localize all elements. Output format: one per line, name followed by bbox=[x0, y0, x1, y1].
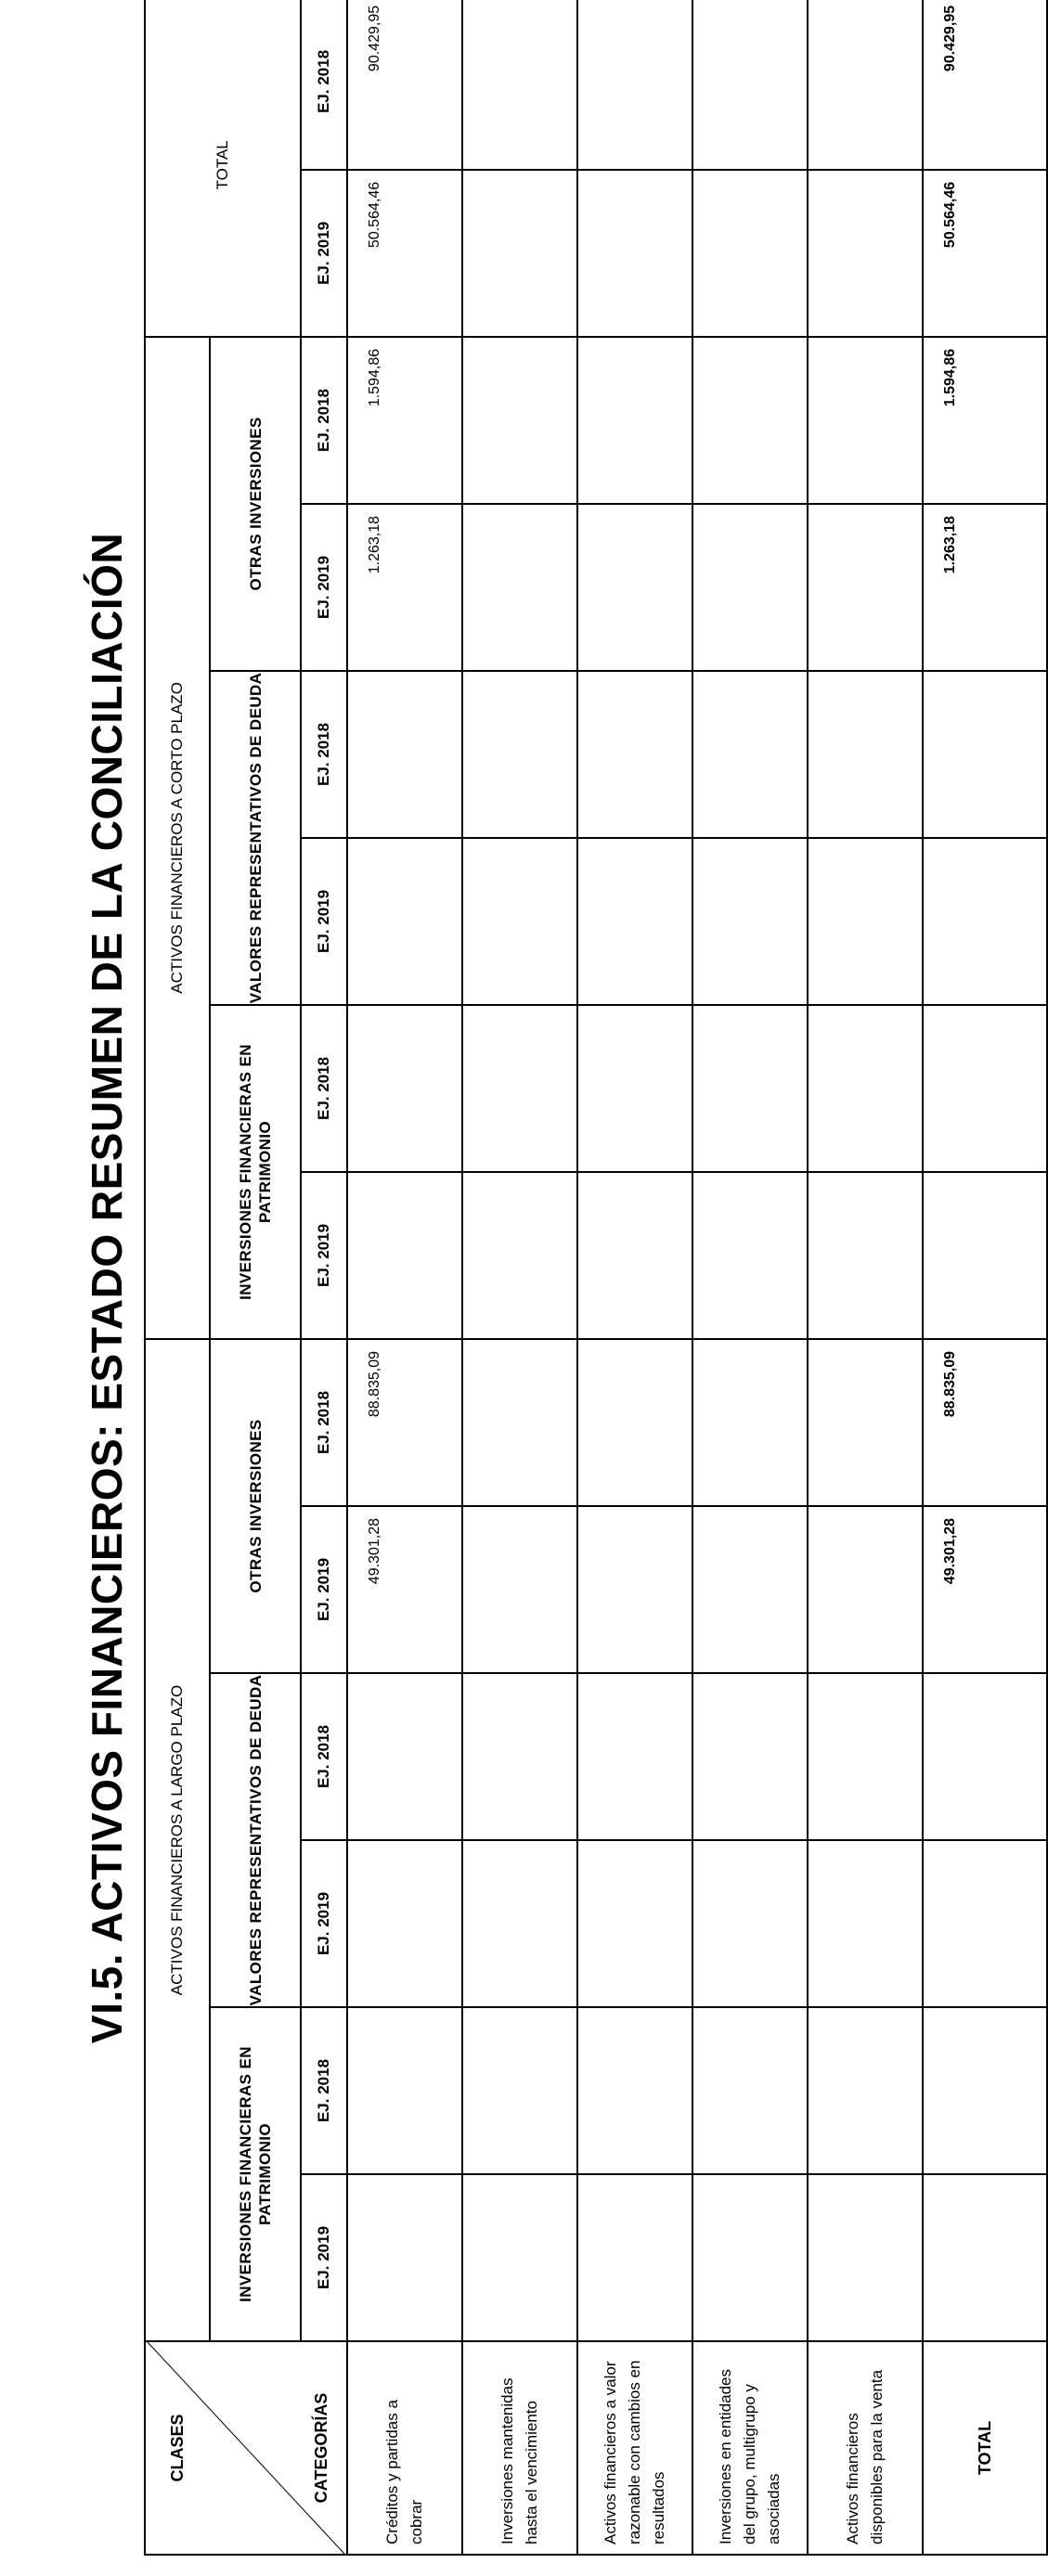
cell-value bbox=[462, 1339, 577, 1506]
total-row bbox=[923, 0, 1047, 2555]
lp-valores-deuda-header: VALORES REPRESENTATIVOS DE DEUDA bbox=[210, 1673, 301, 2007]
cell-value: 1.263,18 bbox=[347, 504, 462, 671]
year-header: EJ. 2018 bbox=[301, 0, 347, 170]
cell-value bbox=[808, 1506, 923, 1673]
total-value bbox=[923, 2007, 1047, 2174]
corto-plazo-header: ACTIVOS FINANCIEROS A CORTO PLAZO bbox=[145, 337, 210, 1339]
reconciliation-table bbox=[144, 0, 1048, 2556]
cell-value bbox=[808, 1673, 923, 1840]
cell-value bbox=[808, 838, 923, 1005]
clases-label: CLASES bbox=[168, 2414, 187, 2482]
year-header: EJ. 2018 bbox=[301, 337, 347, 504]
cell-value bbox=[462, 671, 577, 838]
year-header: EJ. 2019 bbox=[301, 1840, 347, 2007]
cell-value bbox=[347, 2007, 462, 2174]
cell-value bbox=[692, 0, 808, 170]
year-header: EJ. 2019 bbox=[301, 2174, 347, 2341]
total-value: 49.301,28 bbox=[923, 1506, 1047, 1673]
cell-value: 50.564,46 bbox=[347, 170, 462, 337]
cell-value bbox=[808, 671, 923, 838]
cell-value bbox=[462, 1673, 577, 1840]
total-value bbox=[923, 671, 1047, 838]
cell-value bbox=[808, 1172, 923, 1339]
cell-value bbox=[462, 170, 577, 337]
cell-value bbox=[692, 1005, 808, 1172]
cell-value bbox=[692, 504, 808, 671]
year-header: EJ. 2018 bbox=[301, 1673, 347, 1840]
row-label: Inversiones mantenidas hasta el vencimiento bbox=[462, 2341, 577, 2555]
cell-value bbox=[577, 337, 692, 504]
cell-value bbox=[808, 0, 923, 170]
cell-value bbox=[692, 170, 808, 337]
cell-value bbox=[347, 1005, 462, 1172]
cell-value bbox=[692, 671, 808, 838]
cell-value bbox=[808, 1339, 923, 1506]
cell-value bbox=[692, 2174, 808, 2341]
table-row bbox=[692, 0, 808, 2555]
cell-value bbox=[577, 1673, 692, 1840]
cell-value bbox=[347, 1840, 462, 2007]
cell-value bbox=[808, 2174, 923, 2341]
year-header: EJ. 2019 bbox=[301, 1172, 347, 1339]
cell-value bbox=[347, 838, 462, 1005]
lp-inv-patrimonio-header: INVERSIONES FINANCIERAS EN PATRIMONIO bbox=[210, 2007, 301, 2341]
cell-value bbox=[462, 337, 577, 504]
cell-value: 1.594,86 bbox=[347, 337, 462, 504]
row-label: Activos financieros a valor razonable con cambios en resultados bbox=[577, 2341, 692, 2555]
cell-value bbox=[577, 2174, 692, 2341]
year-header: EJ. 2018 bbox=[301, 671, 347, 838]
cell-value bbox=[692, 1506, 808, 1673]
cell-value bbox=[808, 337, 923, 504]
cell-value bbox=[577, 838, 692, 1005]
cell-value bbox=[347, 2174, 462, 2341]
total-value bbox=[923, 1673, 1047, 1840]
row-label: Créditos y partidas a cobrar bbox=[347, 2341, 462, 2555]
cell-value bbox=[692, 2007, 808, 2174]
cell-value bbox=[692, 1339, 808, 1506]
cell-value bbox=[462, 1172, 577, 1339]
total-value bbox=[923, 2174, 1047, 2341]
cell-value bbox=[462, 2174, 577, 2341]
categorias-label: CATEGORÍAS bbox=[312, 2392, 330, 2504]
cell-value bbox=[692, 1840, 808, 2007]
total-value: 88.835,09 bbox=[923, 1339, 1047, 1506]
total-value bbox=[923, 1005, 1047, 1172]
cell-value bbox=[462, 838, 577, 1005]
cell-value bbox=[347, 671, 462, 838]
cell-value bbox=[462, 1005, 577, 1172]
cell-value bbox=[462, 2007, 577, 2174]
cell-value bbox=[808, 2007, 923, 2174]
cell-value bbox=[808, 170, 923, 337]
cell-value bbox=[692, 838, 808, 1005]
total-value bbox=[923, 1172, 1047, 1339]
table-row bbox=[347, 0, 462, 2555]
total-value: 1.594,86 bbox=[923, 337, 1047, 504]
cell-value bbox=[577, 1339, 692, 1506]
total-value: 50.564,46 bbox=[923, 170, 1047, 337]
year-header: EJ. 2019 bbox=[301, 1506, 347, 1673]
cell-value: 49.301,28 bbox=[347, 1506, 462, 1673]
cell-value bbox=[462, 1506, 577, 1673]
table-row bbox=[577, 0, 692, 2555]
cell-value bbox=[577, 1840, 692, 2007]
cell-value bbox=[692, 337, 808, 504]
cell-value bbox=[462, 0, 577, 170]
largo-plazo-header: ACTIVOS FINANCIEROS A LARGO PLAZO bbox=[145, 1339, 210, 2341]
cell-value bbox=[577, 1506, 692, 1673]
row-label: Activos financieros disponibles para la venta bbox=[808, 2341, 923, 2555]
cell-value bbox=[462, 504, 577, 671]
cell-value bbox=[577, 1005, 692, 1172]
cell-value bbox=[808, 1005, 923, 1172]
cell-value bbox=[347, 1673, 462, 1840]
total-value: 1.263,18 bbox=[923, 504, 1047, 671]
cell-value bbox=[808, 504, 923, 671]
total-value: 90.429,95 bbox=[923, 0, 1047, 170]
cell-value bbox=[577, 0, 692, 170]
cp-otras-inversiones-header: OTRAS INVERSIONES bbox=[210, 337, 301, 671]
total-value bbox=[923, 1840, 1047, 2007]
row-label: Inversiones en entidades del grupo, multigrupo y asociadas bbox=[692, 2341, 808, 2555]
cell-value bbox=[577, 671, 692, 838]
table-row bbox=[462, 0, 577, 2555]
year-header: EJ. 2019 bbox=[301, 838, 347, 1005]
cell-value bbox=[692, 1673, 808, 1840]
cell-value bbox=[462, 1840, 577, 2007]
cell-value bbox=[347, 1172, 462, 1339]
total-label: TOTAL bbox=[923, 2341, 1047, 2555]
year-header: EJ. 2018 bbox=[301, 1005, 347, 1172]
cell-value bbox=[808, 1840, 923, 2007]
cell-value: 90.429,95 bbox=[347, 0, 462, 170]
year-header: EJ. 2018 bbox=[301, 2007, 347, 2174]
lp-otras-inversiones-header: OTRAS INVERSIONES bbox=[210, 1339, 301, 1673]
diagonal-header-cell bbox=[145, 2341, 347, 2555]
cell-value bbox=[692, 1172, 808, 1339]
year-header: EJ. 2019 bbox=[301, 504, 347, 671]
cp-valores-deuda-header: VALORES REPRESENTATIVOS DE DEUDA bbox=[210, 671, 301, 1005]
table-row bbox=[808, 0, 923, 2555]
cell-value: 88.835,09 bbox=[347, 1339, 462, 1506]
page-title: VI.5. ACTIVOS FINANCIEROS: ESTADO RESUMEN DE LA CONCILIACIÓN bbox=[83, 532, 131, 2044]
cell-value bbox=[577, 504, 692, 671]
cell-value bbox=[577, 2007, 692, 2174]
cell-value bbox=[577, 170, 692, 337]
cp-inv-patrimonio-header: INVERSIONES FINANCIERAS EN PATRIMONIO bbox=[210, 1005, 301, 1339]
year-header: EJ. 2019 bbox=[301, 170, 347, 337]
total-header: TOTAL bbox=[145, 0, 301, 337]
total-value bbox=[923, 838, 1047, 1005]
cell-value bbox=[577, 1172, 692, 1339]
year-header: EJ. 2018 bbox=[301, 1339, 347, 1506]
